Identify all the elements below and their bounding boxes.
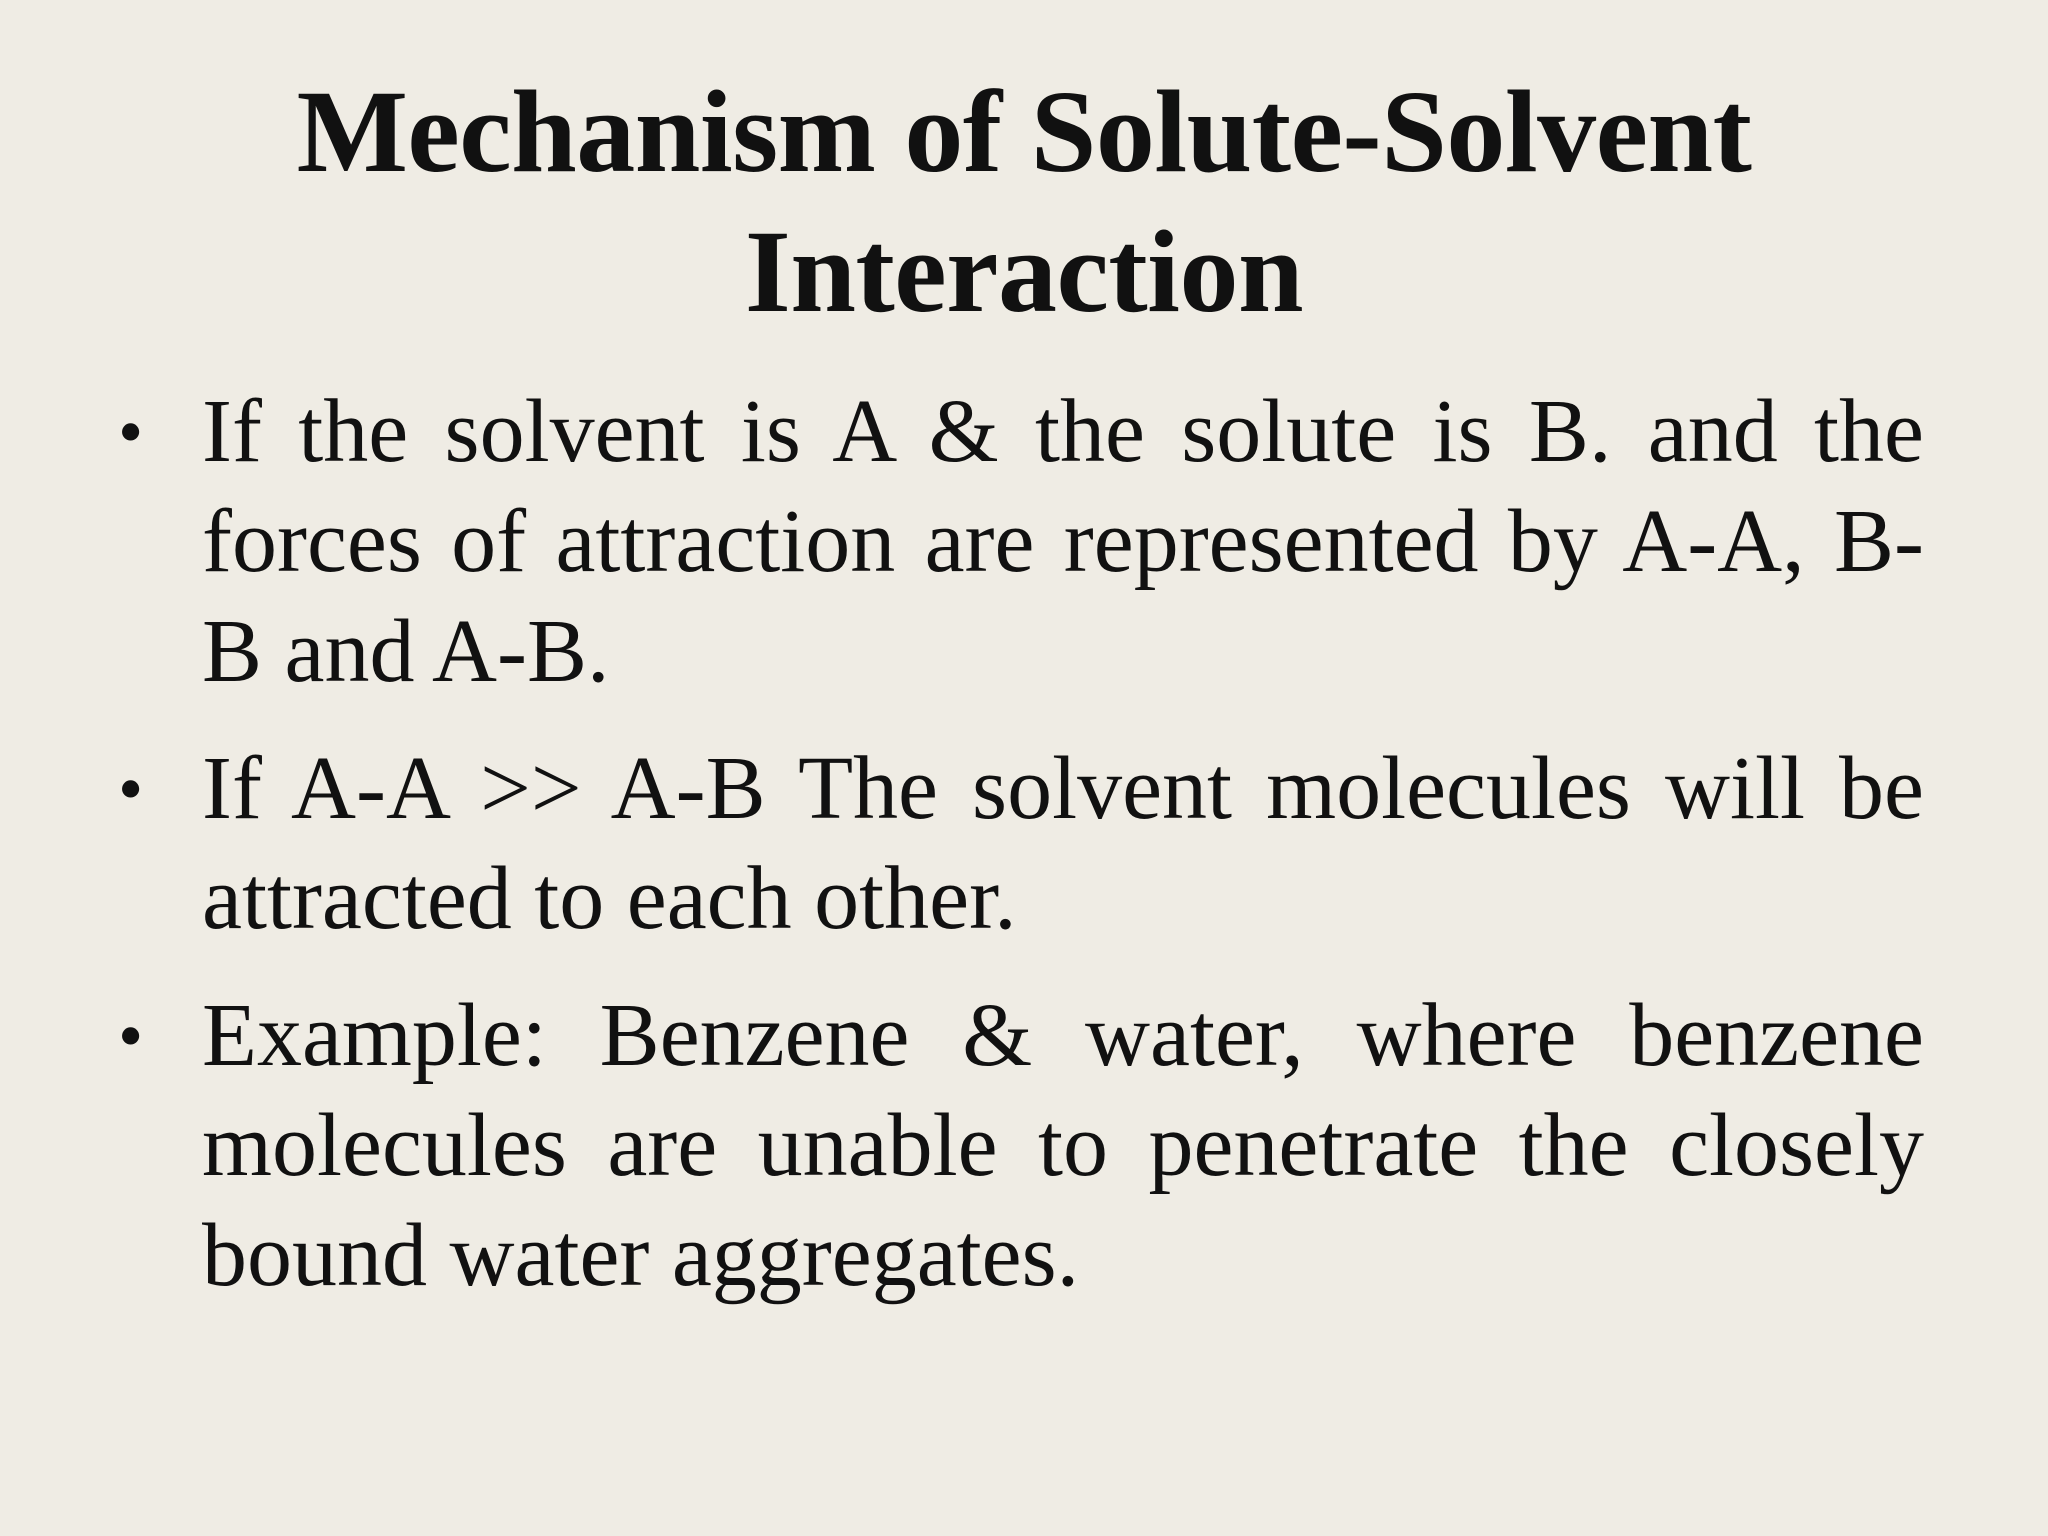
- bullet-list: [118, 377, 1924, 1338]
- bullet-item-benzene-water-example: [118, 981, 1924, 1311]
- bullet-text-solvent-attraction: If A-A >> A-B The solvent molecules will be attracted to each other.: [202, 739, 1924, 948]
- bullet-icon: •: [118, 749, 144, 829]
- bullet-text-benzene-water-example: Example: Benzene & water, where benzene molecules are unable to penetrate the closely bound water aggregates.: [202, 986, 1924, 1305]
- bullet-item-solvent-attraction: [118, 734, 1924, 954]
- bullet-item-solvent-solute-definition: [118, 377, 1924, 707]
- slide-title-line-1: Mechanism of Solute-Solvent: [296, 66, 1752, 197]
- bullet-icon: •: [118, 996, 144, 1076]
- bullet-text-solvent-solute-definition: If the solvent is A & the solute is B. and the forces of attraction are represented by A-A, B-B and A-B.: [202, 382, 1924, 701]
- slide-title: [120, 62, 1928, 342]
- bullet-icon: •: [118, 392, 144, 472]
- slide-title-line-2: Interaction: [744, 206, 1304, 337]
